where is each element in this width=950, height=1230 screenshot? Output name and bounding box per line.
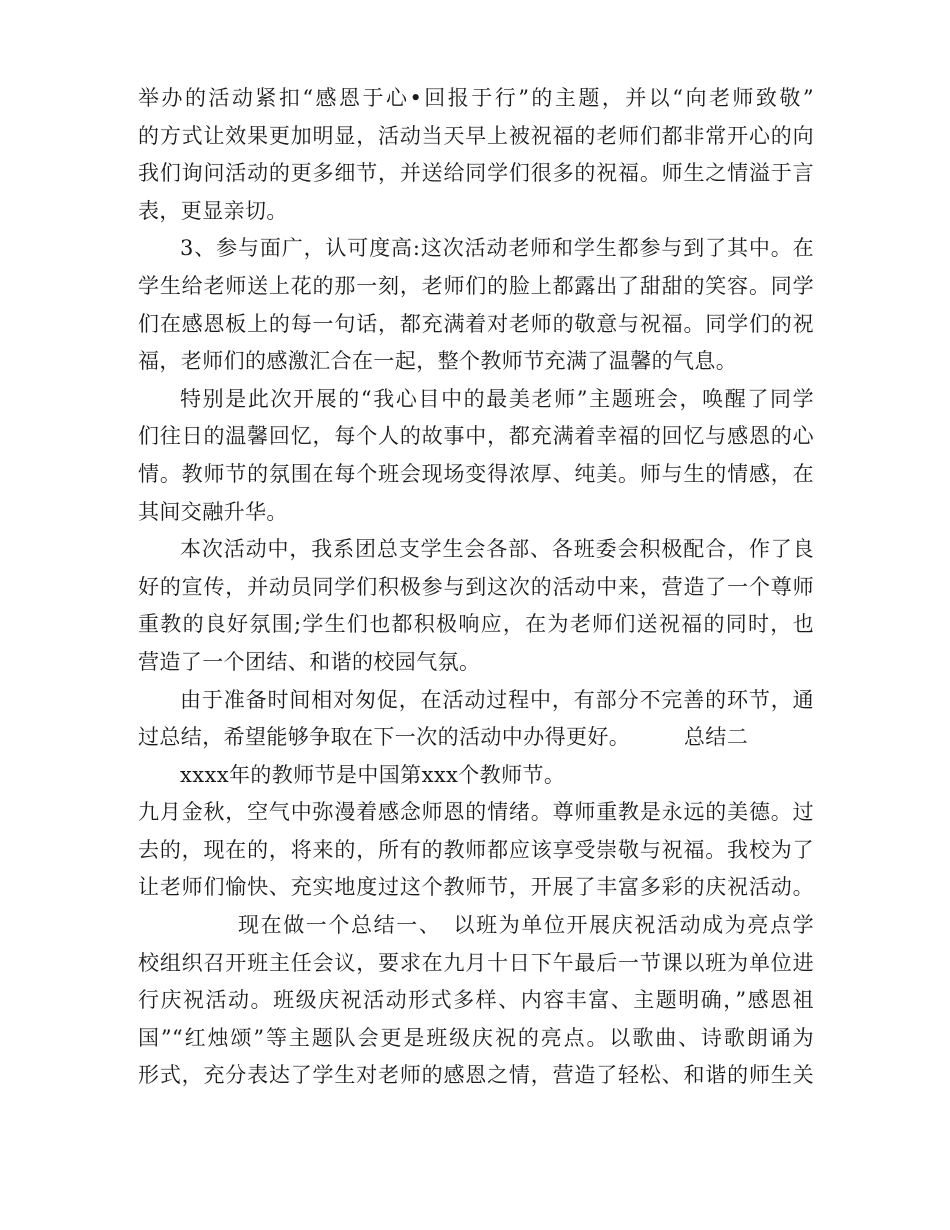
- text-line: 校组织召开班主任会议，要求在九月十日下午最后一节课以班为单位进: [138, 950, 814, 975]
- text-line: 福，老师们的感激汇合在一起，整个教师节充满了温馨的气息。: [138, 349, 738, 374]
- document-body: [138, 80, 814, 1095]
- text-line: 行庆祝活动。班级庆祝活动形式多样、内容丰富、主题明确，”感恩祖: [138, 988, 814, 1013]
- text-line: 我们询问活动的更多细节，并送给同学们很多的祝福。师生之情溢于言: [138, 161, 814, 186]
- text-line: 让老师们愉快、充实地度过这个教师节，开展了丰富多彩的庆祝活动。: [138, 875, 814, 900]
- text-line: 重教的良好氛围;学生们也都积极响应，在为老师们送祝福的同时，也: [138, 612, 814, 637]
- text-line: 的方式让效果更加明显，活动当天早上被祝福的老师们都非常开心的向: [138, 123, 814, 148]
- text-line: 九月金秋，空气中弥漫着感念师恩的情绪。尊师重教是永远的美德。过: [138, 800, 814, 825]
- text-line: 3、参与面广，认可度高:这次活动老师和学生都参与到了其中。在: [180, 236, 814, 261]
- text-line: 特别是此次开展的“我心目中的最美老师”主题班会，唤醒了同学: [180, 386, 814, 411]
- text-line: xxxx年的教师节是中国第xxx个教师节。: [180, 762, 566, 787]
- text-line: 们往日的温馨回忆，每个人的故事中，都充满着幸福的回忆与感恩的心: [138, 424, 814, 449]
- text-line: 现在做一个总结一、 以班为单位开展庆祝活动成为亮点学: [238, 913, 814, 938]
- text-line: 去的，现在的，将来的，所有的教师都应该享受崇敬与祝福。我校为了: [138, 837, 814, 862]
- text-line: 好的宣传，并动员同学们积极参与到这次的活动中来，营造了一个尊师: [138, 574, 814, 599]
- text-line: 其间交融升华。: [138, 499, 288, 524]
- text-line: 情。教师节的氛围在每个班会现场变得浓厚、纯美。师与生的情感，在: [138, 461, 814, 486]
- text-line: 学生给老师送上花的那一刻，老师们的脸上都露出了甜甜的笑容。同学: [138, 273, 814, 298]
- text-line: 们在感恩板上的每一句话，都充满着对老师的敬意与祝福。同学们的祝: [138, 311, 814, 336]
- text-line: 本次活动中，我系团总支学生会各部、各班委会积极配合，作了良: [180, 537, 814, 562]
- text-line: 营造了一个团结、和谐的校园气氛。: [138, 649, 481, 674]
- text-line: 表，更显亲切。: [138, 198, 288, 223]
- text-line: 过总结，希望能够争取在下一次的活动中办得更好。 总结二: [138, 725, 749, 750]
- text-line: 举办的活动紧扣“感恩于心•回报于行”的主题，并以“向老师致敬”: [138, 86, 814, 110]
- text-line: 由于准备时间相对匆促，在活动过程中，有部分不完善的环节，通: [180, 687, 814, 712]
- text-line: 国”“红烛颂”等主题队会更是班级庆祝的亮点。以歌曲、诗歌朗诵为: [138, 1025, 814, 1050]
- text-line: 形式，充分表达了学生对老师的感恩之情，营造了轻松、和谐的师生关: [138, 1063, 814, 1088]
